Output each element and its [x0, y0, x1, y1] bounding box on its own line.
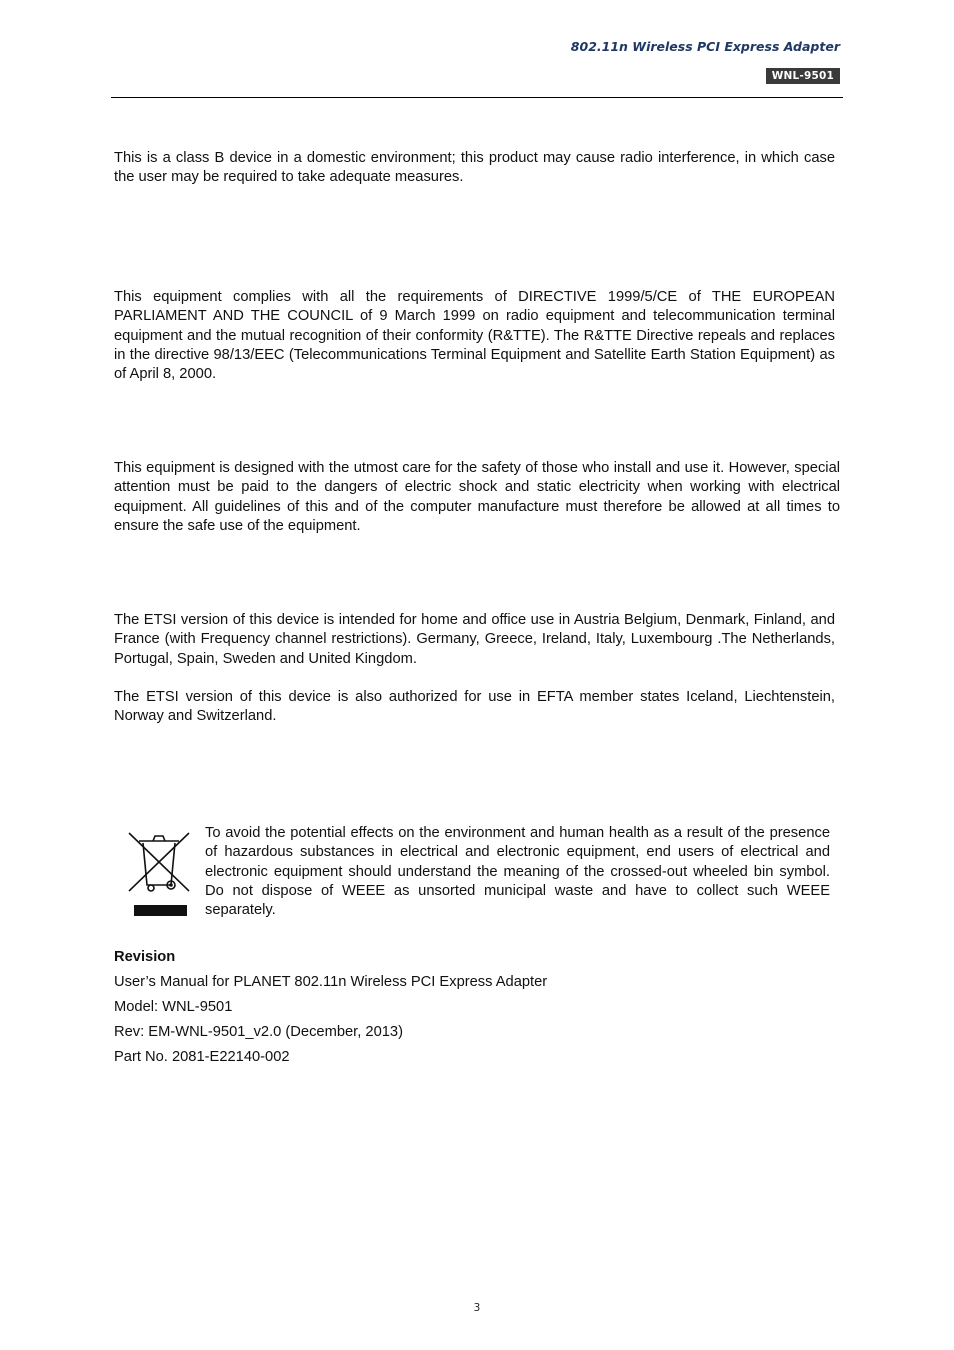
page-number: 3 [473, 1302, 481, 1314]
document-header-title: 802.11n Wireless PCI Express Adapter [570, 39, 840, 54]
header-divider [111, 97, 843, 98]
directive-notice: This equipment complies with all the requirements of DIRECTIVE 1999/5/CE of THE EUROPEAN PARLIAMENT AND THE COUNCIL of 9 March 1999 on radio equipment and telecommunication terminal equipment and the mutual recognition of their conformity (R&TTE). The R&TTE Directive repeals and replaces in the directive 98/13/EEC (Telecommunications Terminal Equipment and Satellite Earth Station Equipment) as of April 8, 2000. [114, 289, 835, 383]
etsi-countries-notice: The ETSI version of this device is intended for home and office use in Austria Belgium, Denmark, Finland, and France (with Frequency channel restrictions). Germany, Greece, Ireland, Italy, Luxembourg .The Netherlands, Portugal, Spain, Sweden and United Kingdom. [114, 612, 835, 667]
safety-notice: This equipment is designed with the utmost care for the safety of those who install and use it. However, special attention must be paid to the dangers of electric shock and static electricity when working with electrical equipment. All guidelines of this and of the computer manufacture must therefore be allowed at all times to ensure the safe use of the equipment. [114, 460, 840, 534]
revision-part: Part No. 2081-E22140-002 [114, 1049, 290, 1065]
revision-manual: User’s Manual for PLANET 802.11n Wireless PCI Express Adapter [114, 974, 548, 990]
revision-heading: Revision [114, 949, 176, 965]
model-badge: WNL-9501 [766, 68, 840, 84]
class-b-notice: This is a class B device in a domestic environment; this product may cause radio interference, in which case the user may be required to take adequate measures. [114, 150, 835, 186]
revision-block [114, 946, 547, 1071]
revision-rev: Rev: EM-WNL-9501_v2.0 (December, 2013) [114, 1024, 403, 1040]
revision-model: Model: WNL-9501 [114, 999, 233, 1015]
etsi-efta-notice: The ETSI version of this device is also authorized for use in EFTA member states Iceland, Liechtenstein, Norway and Switzerland. [114, 689, 835, 725]
crossed-out-wheeled-bin-icon [125, 829, 195, 919]
weee-notice: To avoid the potential effects on the environment and human health as a result of the presence of hazardous substances in electrical and electronic equipment, end users of electrical and electronic equipment should understand the meaning of the crossed-out wheeled bin symbol. Do not dispose of WEEE as unsorted municipal waste and have to collect such WEEE separately. [205, 825, 830, 919]
